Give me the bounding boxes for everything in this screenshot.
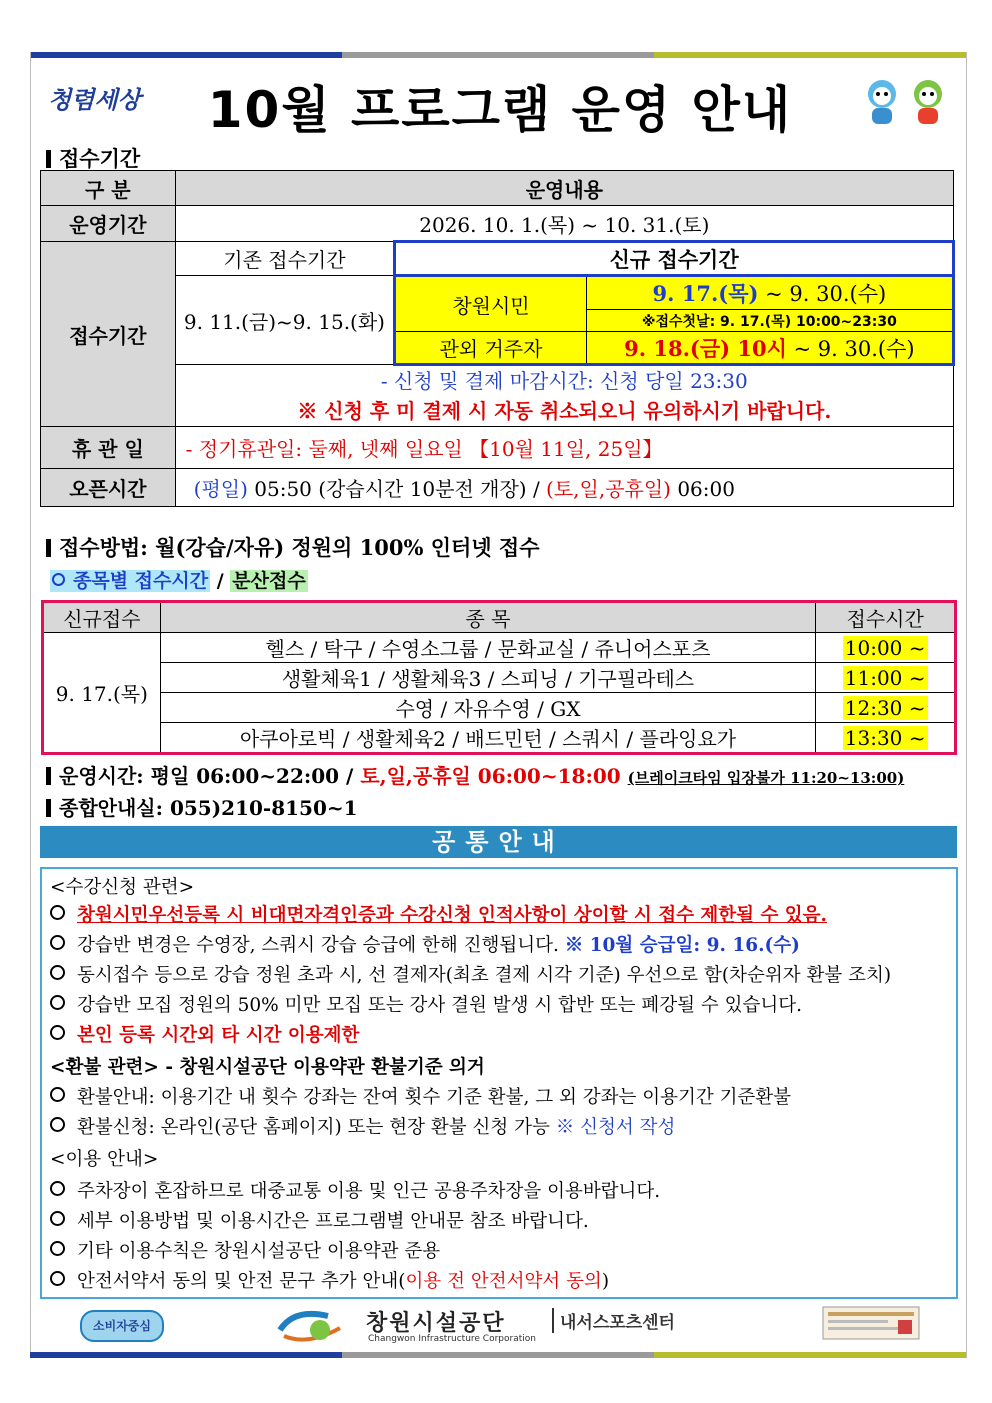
by-sport-label: 종목별 접수시간	[50, 570, 210, 592]
operating-hours: 운영시간: 평일 06:00~22:00 / 토,일,공휴일 06:00~18:00 (브레이크타임 입장불가 11:20~13:00)	[46, 760, 904, 789]
registration-date: 9. 17.(목)	[43, 633, 161, 754]
sport-schedule-table	[41, 600, 957, 755]
citizen-label: 창원시민	[395, 276, 587, 332]
corporation-name-en: Changwon Infrastructure Corporation	[368, 1334, 536, 1344]
time-cell: 12:30 ~	[816, 693, 956, 723]
list-item: 동시접수 등으로 강습 정원 초과 시, 선 결제자(최초 결제 시각 기준) 우선으로 함(차순위자 환불 조치)	[50, 961, 891, 987]
header-new-registration: 신규접수	[43, 602, 161, 633]
table-row: 아쿠아로빅 / 생활체육2 / 배드민턴 / 스쿼시 / 플라잉요가	[160, 723, 816, 754]
open-time-value: (평일) 05:50 (강습시간 10분전 개장) / (토,일,공휴일) 06:00	[175, 469, 953, 507]
deadline-text: - 신청 및 결제 마감시간: 신청 당일 23:30	[380, 369, 748, 393]
header-time: 접수시간	[816, 602, 956, 633]
notice-heading-usage: <이용 안내>	[50, 1149, 159, 1170]
time-cell: 10:00 ~	[816, 633, 956, 663]
time-cell: 11:00 ~	[816, 663, 956, 693]
list-item: 강습반 모집 정원의 50% 미만 모집 또는 강사 결원 발생 시 합반 또는 폐강될 수 있습니다.	[50, 991, 802, 1017]
section-heading-registration: 접수기간	[46, 143, 140, 173]
table-row: 생활체육1 / 생활체육3 / 스피닝 / 기구필라테스	[160, 663, 816, 693]
citizen-date: 9. 17.(목) ~ 9. 30.(수)	[586, 276, 953, 310]
center-name: 내서스포츠센터	[552, 1308, 675, 1333]
existing-period-label: 기존 접수기간	[175, 242, 395, 276]
list-item: 본인 등록 시간외 타 시간 이용제한	[50, 1021, 359, 1047]
corporation-name: 창원시설공단	[366, 1311, 506, 1336]
table-row: 헬스 / 탁구 / 수영소그룹 / 문화교실 / 쥬니어스포츠	[160, 633, 816, 663]
page-title: 10월 프로그램 운영 안내	[207, 81, 793, 139]
list-item: 세부 이용방법 및 이용시간은 프로그램별 안내문 참조 바랍니다.	[50, 1207, 589, 1233]
mascot-icon	[858, 74, 954, 130]
list-item: 주차장이 혼잡하므로 대중교통 이용 및 인근 공용주차장을 이용바랍니다.	[50, 1177, 660, 1203]
distributed-label: 분산접수	[232, 570, 306, 592]
list-item: 창원시민우선등록 시 비대면자격인증과 수강신청 인적사항이 상이할 시 접수 제한될 수 있음.	[50, 901, 827, 927]
closed-day-value: - 정기휴관일: 둘째, 넷째 일요일 【10월 11일, 25일】	[175, 427, 953, 469]
period-label: 운영기간	[41, 206, 176, 242]
section-heading-method: 접수방법: 월(강습/자유) 정원의 100% 인터넷 접수	[46, 532, 540, 562]
certificate-icon	[822, 1306, 920, 1340]
outside-label: 관외 거주자	[395, 332, 587, 365]
logo-text: 청렴세상	[48, 86, 141, 114]
list-item: 환불안내: 이용기간 내 횟수 강좌는 잔여 횟수 기준 환불, 그 외 강좌는 이용기간 기준환불	[50, 1083, 791, 1109]
consumer-badge: 소비자중심	[80, 1310, 164, 1342]
outside-date: 9. 18.(금) 10시 ~ 9. 30.(수)	[586, 332, 953, 365]
info-desk: 종합안내실: 055)210-8150~1	[46, 792, 358, 821]
bottom-color-bar	[30, 1352, 966, 1358]
table-row: 수영 / 자유수영 / GX	[160, 693, 816, 723]
corporation-logo-icon	[274, 1306, 350, 1346]
existing-period-value: 9. 11.(금)~9. 15.(화)	[175, 276, 395, 365]
schedule-table	[40, 170, 955, 507]
common-notice-banner: 공통안내	[40, 826, 957, 858]
notice-heading-refund: <환불 관련> - 창원시설공단 이용약관 환불기준 의거	[50, 1057, 485, 1078]
distributed-registration-line: 종목별 접수시간 / 분산접수	[50, 566, 308, 593]
list-item: 강습반 변경은 수영장, 스쿼시 강습 승급에 한해 진행됩니다. ※ 10월 승급일: 9. 16.(수)	[50, 931, 800, 957]
notice-heading-registration: <수강신청 관련>	[50, 877, 195, 898]
col-header-content: 운영내용	[175, 171, 953, 206]
open-time-label: 오픈시간	[41, 469, 176, 507]
closed-day-label: 휴 관 일	[41, 427, 176, 469]
integrity-logo	[48, 80, 141, 115]
list-item: 기타 이용수칙은 창원시설공단 이용약관 준용	[50, 1237, 440, 1263]
header-sport: 종 목	[160, 602, 816, 633]
deadline-notice	[175, 365, 953, 427]
period-value: 2026. 10. 1.(목) ~ 10. 31.(토)	[175, 206, 953, 242]
list-item: 안전서약서 동의 및 안전 문구 추가 안내(이용 전 안전서약서 동의)	[50, 1267, 609, 1293]
list-item: 환불신청: 온라인(공단 홈페이지) 또는 현장 환불 신청 가능 ※ 신청서 작성	[50, 1113, 675, 1139]
citizen-note: ※접수첫날: 9. 17.(목) 10:00~23:30	[586, 310, 953, 332]
registration-label: 접수기간	[41, 242, 176, 427]
col-header-category: 구 분	[41, 171, 176, 206]
new-period-label: 신규 접수기간	[395, 242, 954, 276]
cancel-warning: ※ 신청 후 미 결제 시 자동 취소되오니 유의하시기 바랍니다.	[297, 399, 832, 423]
time-cell: 13:30 ~	[816, 723, 956, 754]
